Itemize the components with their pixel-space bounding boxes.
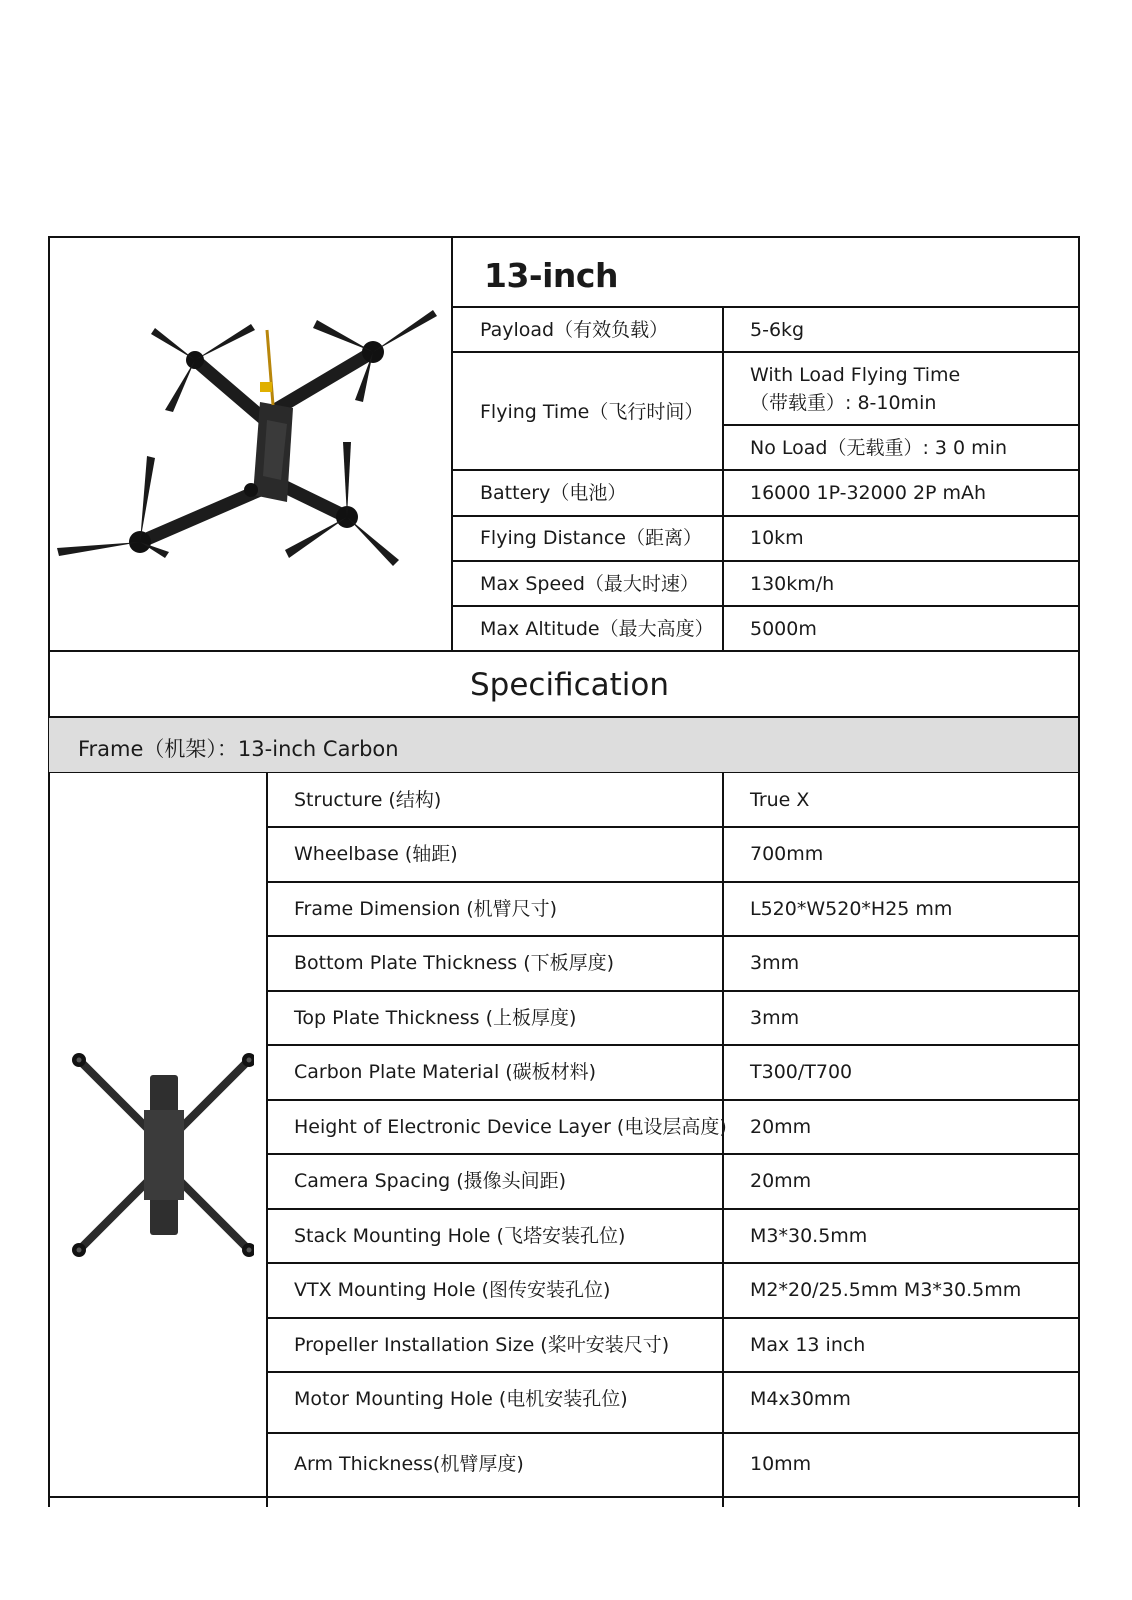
frame-row-value: M2*20/25.5mm M3*30.5mm [750,1279,1022,1301]
row-line [451,515,1078,517]
flying-time-noload: No Load（无载重）: 3 0 min [750,437,1007,459]
frame-row-label: Carbon Plate Material (碳板材料) [294,1061,597,1083]
photo-divider [451,236,453,651]
flying-time-label: Flying Time（飞行时间） [480,401,704,423]
table-right-border [1078,236,1080,1507]
frame-row-value: 10mm [750,1453,812,1475]
frame-row-label: Propeller Installation Size (桨叶安装尺寸) [294,1334,670,1356]
frame-row-label: Camera Spacing (摄像头间距) [294,1170,567,1192]
table-left-border [48,236,50,1507]
frame-row-value: 3mm [750,1007,800,1029]
frame-row-value: M3*30.5mm [750,1225,868,1247]
row-line [266,1371,1078,1373]
summary-col-divider [722,306,724,651]
row-line [266,1099,1078,1101]
frame-row-value: Max 13 inch [750,1334,866,1356]
frame-row-value: 3mm [750,952,800,974]
model-title: 13-inch [484,256,618,295]
row-line [451,306,1078,308]
frame-row-label: Height of Electronic Device Layer (电设层高度) [294,1116,727,1138]
table-top-border [48,236,1080,238]
altitude-label: Max Altitude（最大高度） [480,618,714,640]
frame-row-label: Motor Mounting Hole (电机安装孔位) [294,1388,628,1410]
frame-photo [64,1050,254,1260]
specification-title: Specification [470,667,670,703]
frame-row-label: Wheelbase (轴距) [294,843,458,865]
frame-row-value: L520*W520*H25 mm [750,898,953,920]
drone-photo [55,310,447,590]
flying-time-load-2: （带载重）: 8-10min [750,392,937,414]
row-line [266,990,1078,992]
row-line [722,424,1078,426]
frame-row-value: 700mm [750,843,824,865]
frame-row-value: M4x30mm [750,1388,851,1410]
frame-row-label: Structure (结构) [294,789,442,811]
battery-value: 16000 1P-32000 2P mAh [750,482,987,504]
speed-value: 130km/h [750,573,835,595]
distance-value: 10km [750,527,804,549]
speed-label: Max Speed（最大时速） [480,573,699,595]
row-line [451,560,1078,562]
frame-label: Frame（机架）：13-inch Carbon [78,737,399,761]
payload-value: 5-6kg [750,319,805,341]
row-line [266,1432,1078,1434]
flying-time-load-1: With Load Flying Time [750,364,961,386]
row-line [451,605,1078,607]
row-line [266,1317,1078,1319]
battery-label: Battery（电池） [480,482,627,504]
row-line [266,826,1078,828]
frame-row-label: Frame Dimension (机臂尺寸) [294,898,558,920]
frame-row-label: Bottom Plate Thickness (下板厚度) [294,952,615,974]
altitude-value: 5000m [750,618,817,640]
row-line [48,650,1080,652]
frame-row-value: 20mm [750,1116,812,1138]
row-line [266,1208,1078,1210]
table-bottom-border [48,1496,1080,1498]
payload-label: Payload（有效负载） [480,319,669,341]
row-line [266,1153,1078,1155]
row-line [266,881,1078,883]
row-line [451,351,1078,353]
frame-row-value: T300/T700 [750,1061,853,1083]
frame-row-label: Stack Mounting Hole (飞塔安装孔位) [294,1225,626,1247]
row-line [266,935,1078,937]
frame-row-label: VTX Mounting Hole (图传安装孔位) [294,1279,611,1301]
frame-row-label: Arm Thickness(机臂厚度) [294,1453,524,1475]
row-line [266,1262,1078,1264]
frame-row-value: 20mm [750,1170,812,1192]
row-line [451,469,1078,471]
frame-row-label: Top Plate Thickness (上板厚度) [294,1007,577,1029]
frame-row-value: True X [750,789,810,811]
row-line [266,1044,1078,1046]
distance-label: Flying Distance（距离） [480,527,702,549]
